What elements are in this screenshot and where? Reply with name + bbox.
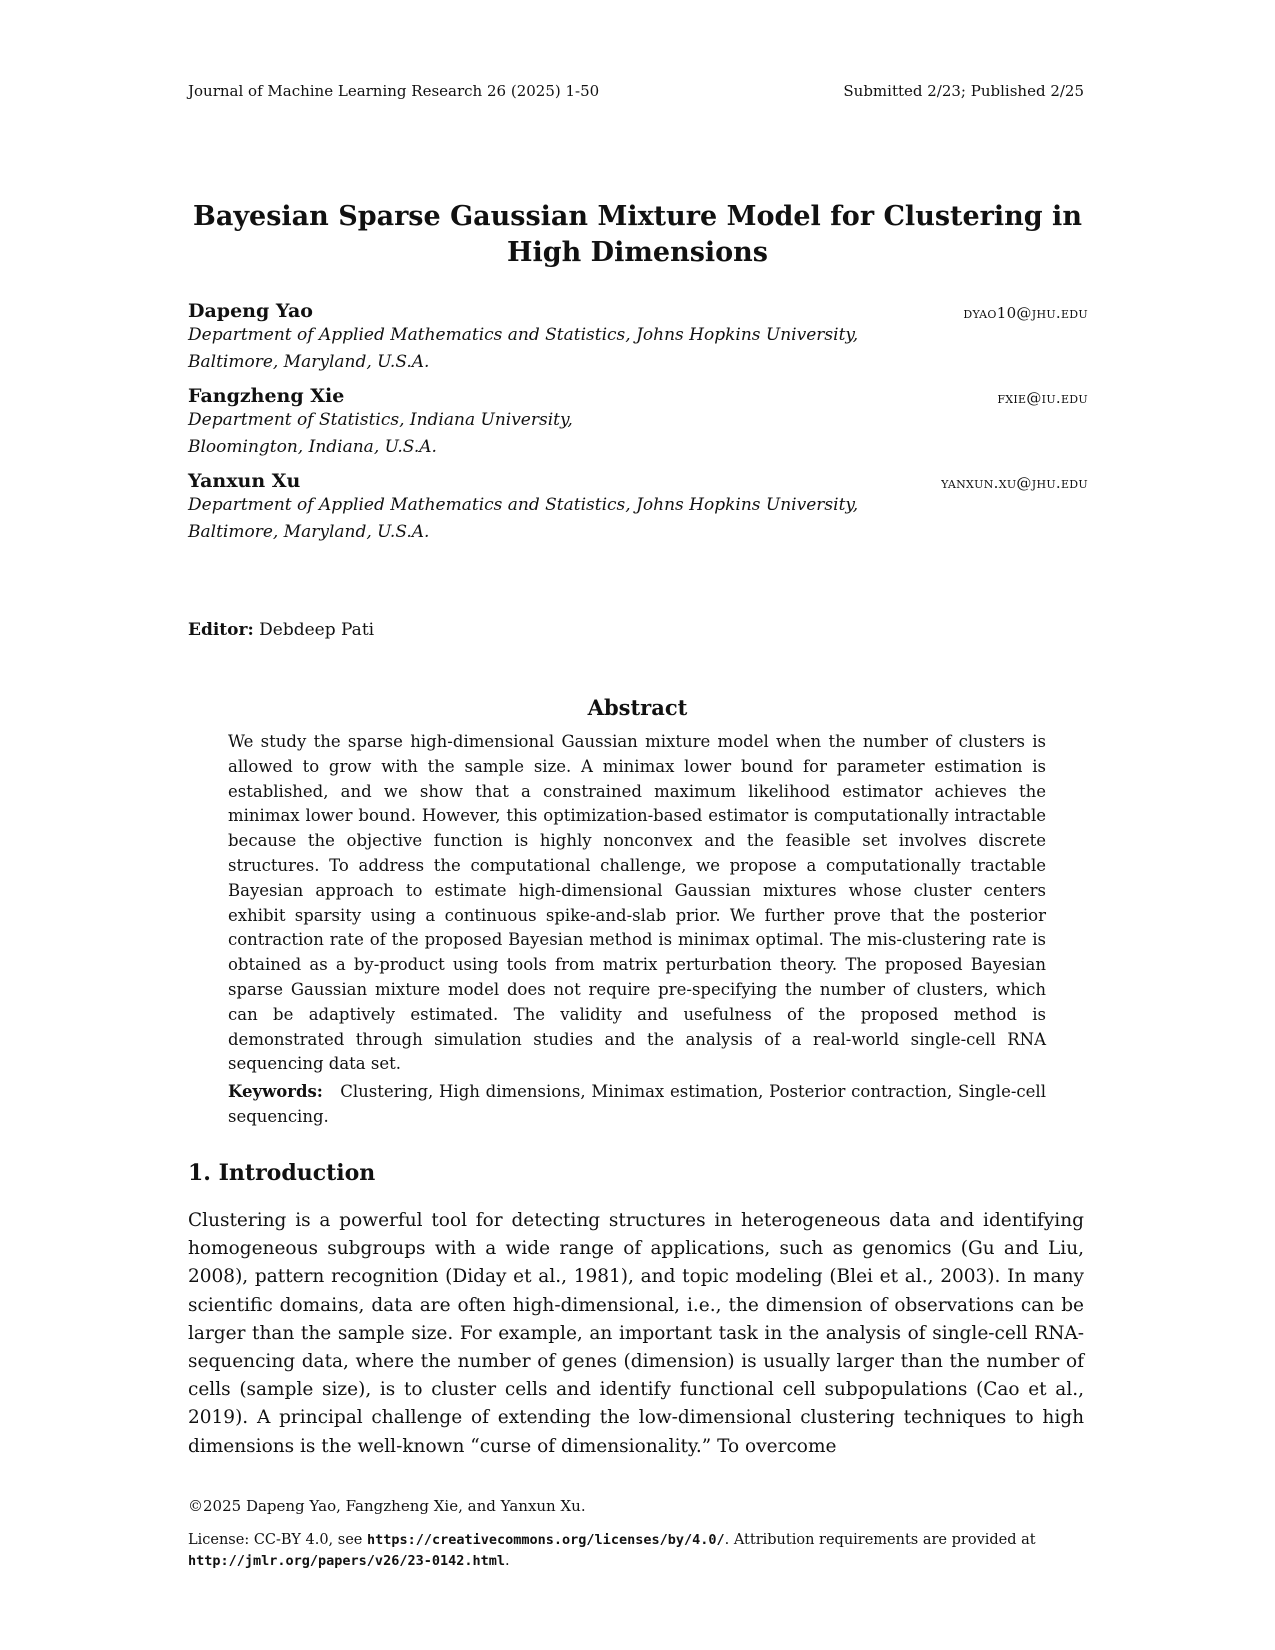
license-end: .: [504, 1553, 510, 1569]
author-name: Yanxun Xu: [188, 470, 301, 492]
author-email[interactable]: fxie@iu.edu: [997, 389, 1088, 407]
author-email[interactable]: dyao10@jhu.edu: [963, 304, 1088, 322]
license-notice: [188, 1530, 1088, 1572]
submission-dates: Submitted 2/23; Published 2/25: [843, 82, 1084, 100]
license-mid: . Attribution requirements are provided at: [724, 1532, 1036, 1548]
author-location: Baltimore, Maryland, U.S.A.: [188, 352, 430, 372]
author-block: [188, 385, 1088, 461]
author-name: Fangzheng Xie: [188, 385, 345, 407]
abstract-text: We study the sparse high-dimensional Gaussian mixture model when the number of clusters is allowed to grow with the sample size. A minimax lower bound for parameter estimation is established, and we show that a constrained maximum likelihood estimator achieves the minimax lower bound. However, this optimization-based estimator is computationally intractable because the objective function is highly nonconvex and the feasible set involves discrete structures. To address the computational challenge, we propose a computationally tractable Bayesian approach to estimate high-dimensional Gaussian mixtures whose cluster centers exhibit sparsity using a continuous spike-and-slab prior. We further prove that the posterior contraction rate of the proposed Bayesian method is minimax optimal. The mis-clustering rate is obtained as a by-product using tools from matrix perturbation theory. The proposed Bayesian sparse Gaussian mixture model does not require pre-specifying the number of clusters, which can be adaptively estimated. The validity and usefulness of the proposed method is demonstrated through simulation studies and the analysis of a real-world single-cell RNA sequencing data set.: [228, 732, 1046, 1074]
copyright-notice: ©2025 Dapeng Yao, Fangzheng Xie, and Yanxun Xu.: [188, 1497, 586, 1515]
author-email[interactable]: yanxun.xu@jhu.edu: [941, 474, 1088, 492]
paper-link[interactable]: http://jmlr.org/papers/v26/23-0142.html: [188, 1553, 505, 1569]
abstract-heading: Abstract: [587, 695, 688, 720]
license-link[interactable]: https://creativecommons.org/licenses/by/4.0/: [366, 1532, 725, 1548]
intro-paragraph: Clustering is a powerful tool for detecting structures in heterogeneous data and identifying homogeneous subgroups with a wide range of applications, such as genomics (Gu and Liu, 2008), pattern recognition (Diday et al., 1981), and topic modeling (Blei et al., 2003). In many scientific domains, data are often high-dimensional, i.e., the dimension of observations can be larger than the sample size. For example, an important task in the analysis of single-cell RNA-sequencing data, where the number of genes (dimension) is usually larger than the number of cells (sample size), is to cluster cells and identify functional cell subpopulations (Cao et al., 2019). A principal challenge of extending the low-dimensional clustering techniques to high dimensions is the well-known “curse of dimensionality.” To overcome: [188, 1210, 1084, 1457]
paper-title: [150, 199, 1125, 271]
author-name: Dapeng Yao: [188, 300, 313, 322]
editor-name: Debdeep Pati: [259, 620, 375, 640]
license-prefix: License: CC-BY 4.0, see: [188, 1532, 367, 1548]
editor-line: [188, 620, 374, 640]
keywords-label: Keywords:: [228, 1082, 323, 1101]
journal-header: Journal of Machine Learning Research 26 (2025) 1-50: [188, 82, 600, 100]
keywords-list: Clustering, High dimensions, Minimax estimation, Posterior contraction, Single-cell sequencing.: [228, 1082, 1046, 1126]
author-affiliation: Department of Statistics, Indiana University,: [188, 410, 573, 430]
title-line-2: High Dimensions: [506, 237, 769, 268]
author-block: [188, 470, 1088, 546]
author-block: [188, 300, 1088, 376]
author-location: Bloomington, Indiana, U.S.A.: [188, 437, 437, 457]
editor-label: Editor:: [188, 620, 254, 640]
author-affiliation: Department of Applied Mathematics and Statistics, Johns Hopkins University,: [188, 495, 859, 515]
title-line-1: Bayesian Sparse Gaussian Mixture Model for Clustering in: [193, 201, 1082, 232]
author-location: Baltimore, Maryland, U.S.A.: [188, 522, 430, 542]
author-affiliation: Department of Applied Mathematics and Statistics, Johns Hopkins University,: [188, 325, 859, 345]
section-heading: 1. Introduction: [188, 1160, 376, 1186]
keywords: [228, 1080, 1046, 1130]
